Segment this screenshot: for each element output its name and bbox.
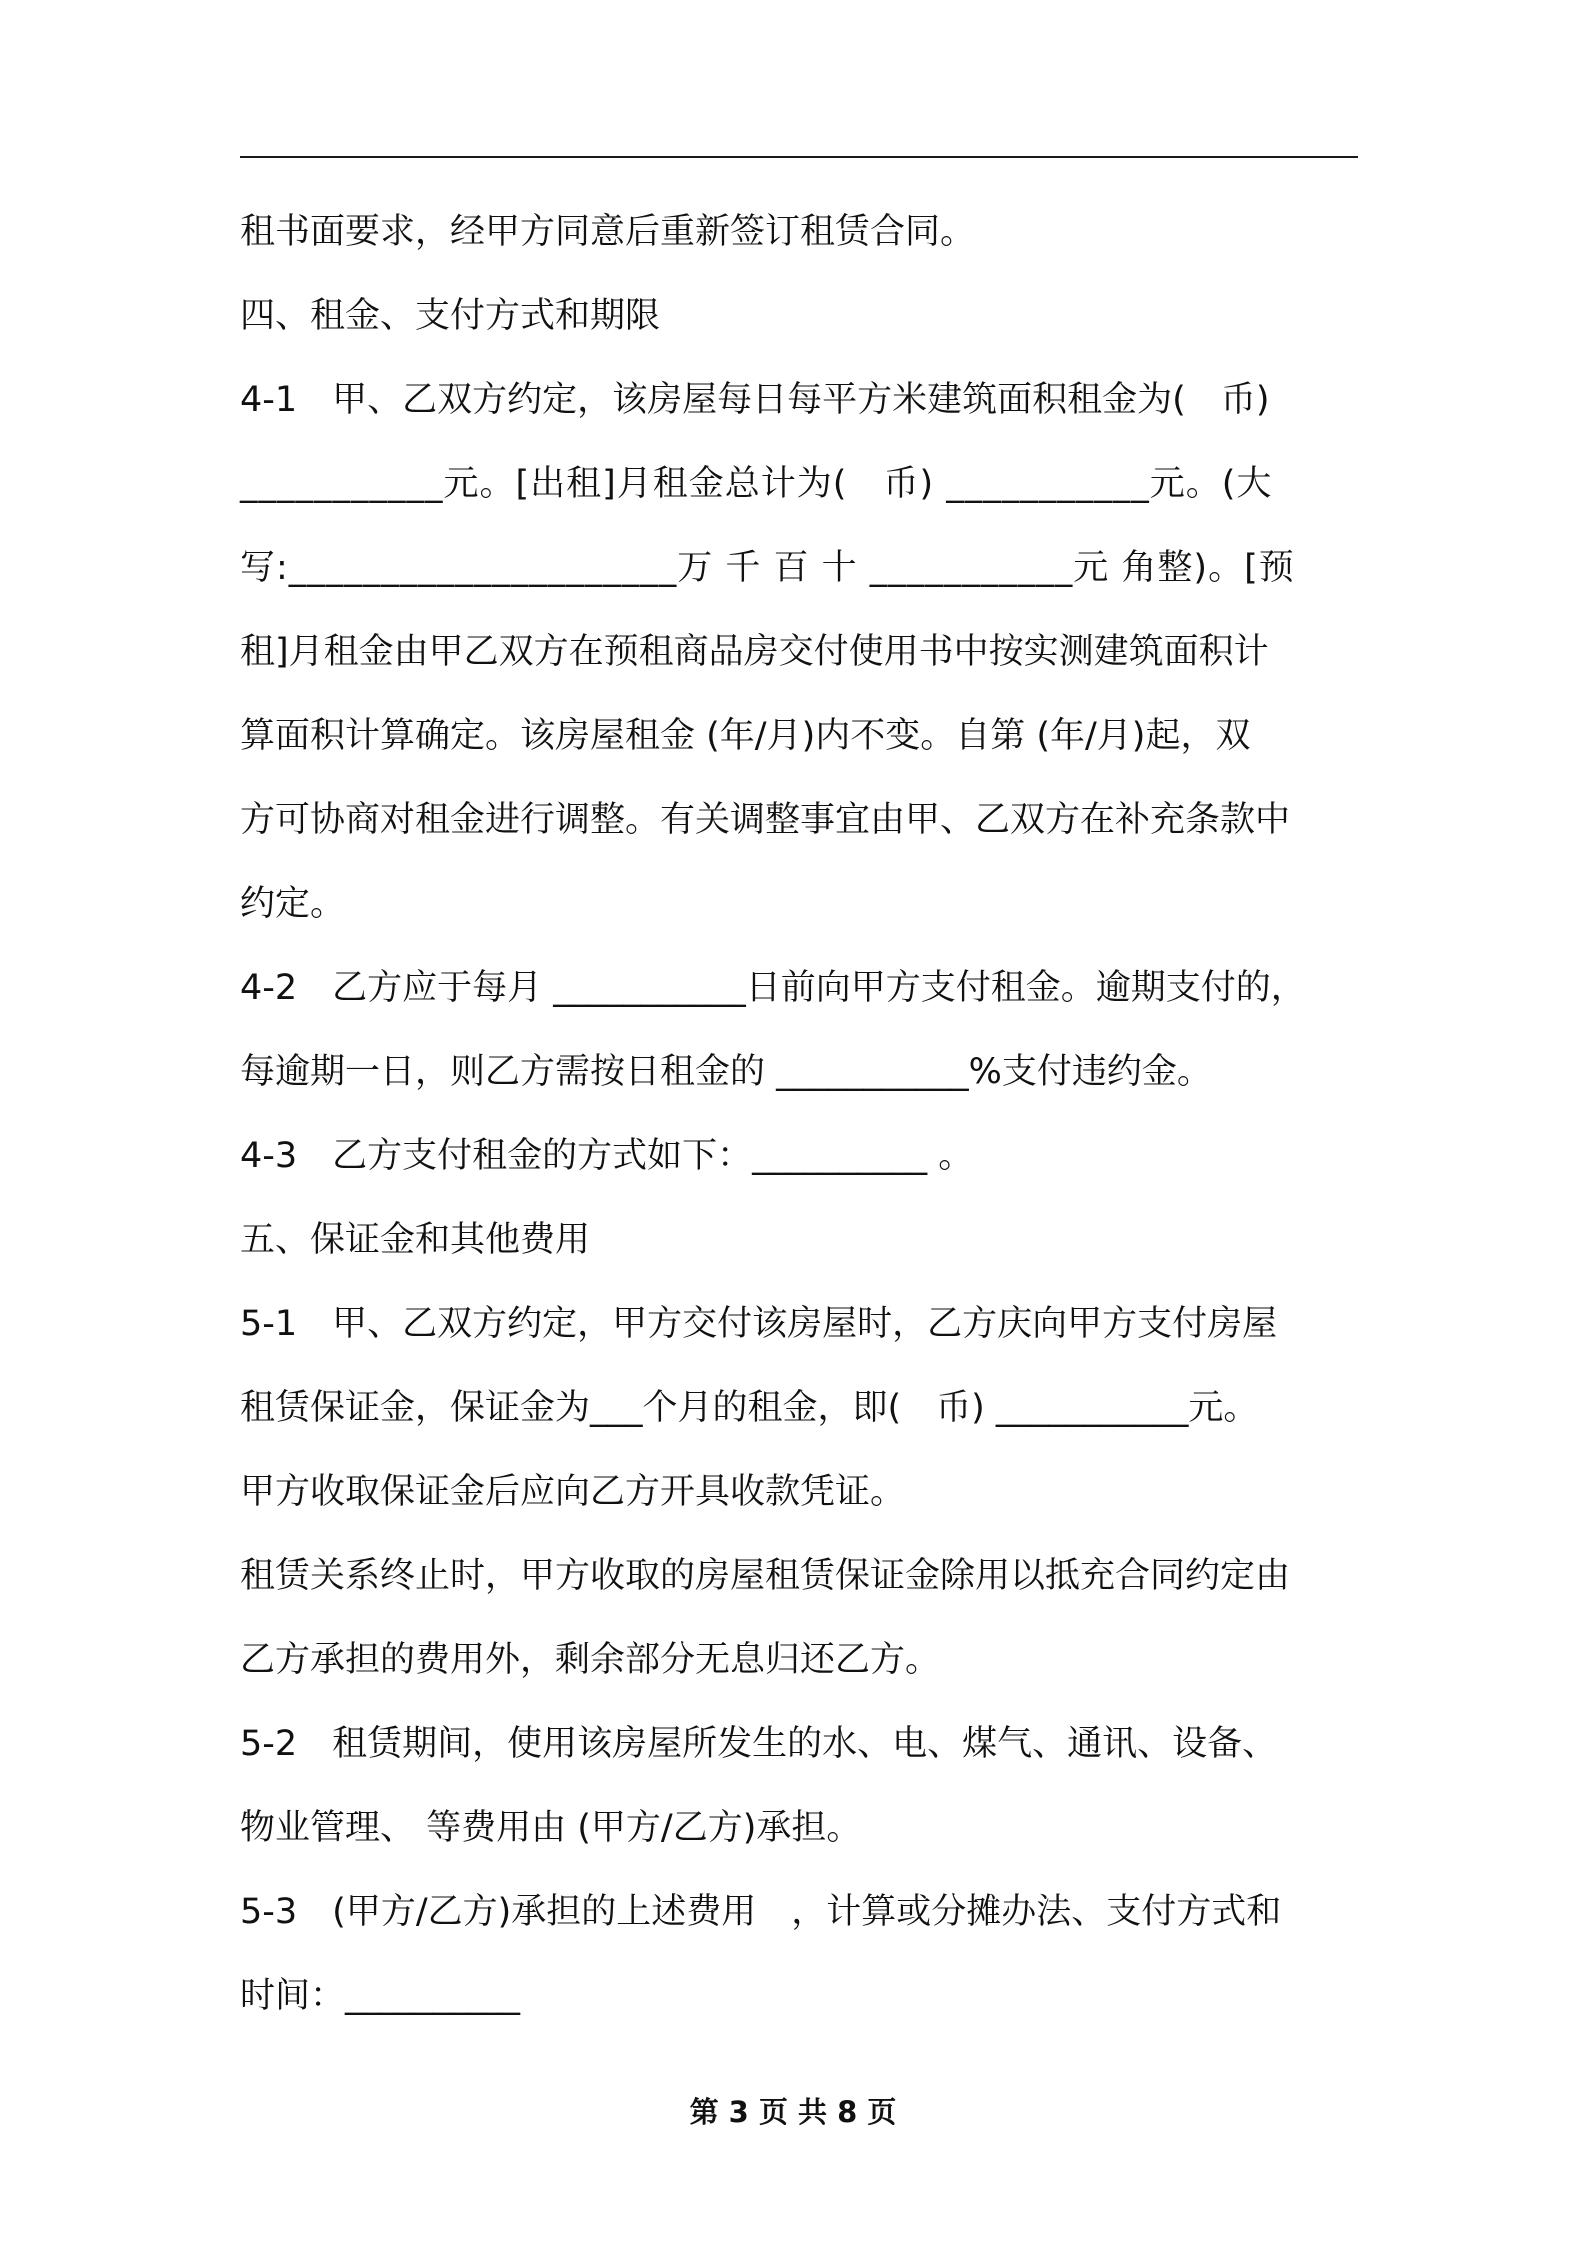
header-rule	[240, 156, 1358, 158]
text-line: ___________元。[出租]月租金总计为( 币) ___________元。(大	[240, 464, 1273, 504]
text-line: 物业管理、 等费用由 (甲方/乙方)承担。	[240, 1808, 862, 1848]
text-line: 乙方承担的费用外，剩余部分无息归还乙方。	[240, 1640, 941, 1680]
clause-line: 5-3 (甲方/乙方)承担的上述费用 ，计算或分摊办法、支付方式和	[240, 1892, 1282, 1932]
text-line: 算面积计算确定。该房屋租金 (年/月)内不变。自第 (年/月)起，双	[240, 716, 1251, 756]
text-line: 约定。	[240, 884, 346, 924]
page-number: 第 3 页 共 8 页	[689, 2095, 897, 2129]
clause-line: 5-2 租赁期间，使用该房屋所发生的水、电、煤气、通讯、设备、	[240, 1724, 1278, 1764]
clause-line: 4-2 乙方应于每月 ___________日前向甲方支付租金。逾期支付的，	[240, 968, 1306, 1008]
section-heading: 五、保证金和其他费用	[240, 1220, 591, 1260]
text-line: 方可协商对租金进行调整。有关调整事宜由甲、乙双方在补充条款中	[240, 800, 1291, 840]
text-line: 租赁保证金，保证金为___个月的租金，即( 币) ___________元。	[240, 1388, 1259, 1428]
clause-line: 5-1 甲、乙双方约定，甲方交付该房屋时，乙方庆向甲方支付房屋	[240, 1304, 1278, 1344]
section-heading: 四、租金、支付方式和期限	[240, 296, 661, 336]
text-line: 甲方收取保证金后应向乙方开具收款凭证。	[240, 1472, 906, 1512]
text-line: 租]月租金由甲乙双方在预租商品房交付使用书中按实测建筑面积计	[240, 632, 1269, 672]
clause-line: 4-1 甲、乙双方约定，该房屋每日每平方米建筑面积租金为( 币)	[240, 380, 1270, 420]
contract-body	[240, 190, 1360, 2038]
text-line: 时间：__________	[240, 1976, 521, 2016]
clause-line: 4-3 乙方支付租金的方式如下：__________ 。	[240, 1136, 974, 1176]
text-line: 租赁关系终止时，甲方收取的房屋租赁保证金除用以抵充合同约定由	[240, 1556, 1291, 1596]
text-line: 租书面要求，经甲方同意后重新签订租赁合同。	[240, 212, 976, 252]
text-line: 写:_____________________万 千 百 十 ___________元 角整)。[预	[240, 548, 1295, 588]
text-line: 每逾期一日，则乙方需按日租金的 ___________%支付违约金。	[240, 1052, 1212, 1092]
